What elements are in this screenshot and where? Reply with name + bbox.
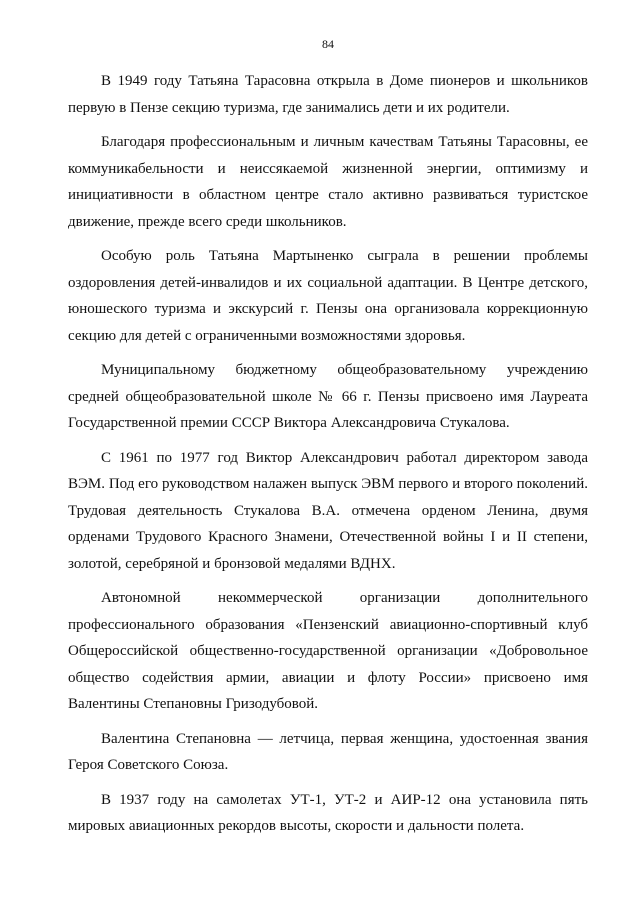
page-number: 84 bbox=[322, 37, 334, 51]
paragraph-6: Автономной некоммерческой организации дополнительного профессионального образования «Пензенский авиационно-спортивный клуб Общероссийской общественно-государственной организации «Добровольное общество содействия армии, авиации и флоту России» присвоено имя Валентины Степановны Гризодубовой. bbox=[68, 590, 588, 712]
paragraph-2: Благодаря профессиональным и личным качествам Татьяны Тарасовны, ее коммуникабельности и неиссякаемой жизненной энергии, оптимизму и инициативности в областном центре стало активно развиваться туристское движение, прежде всего среди школьников. bbox=[68, 134, 588, 230]
paragraph-5: С 1961 по 1977 год Виктор Александрович работал директором завода ВЭМ. Под его руководством налажен выпуск ЭВМ первого и второго поколений. Трудовая деятельность Стукалова В.А. отмечена орденом Ленина, двумя орденами Трудового Красного Знамени, Отечественной войны I и II степени, золотой, серебряной и бронзовой медалями ВДНХ. bbox=[68, 449, 588, 572]
paragraph-7: Валентина Степановна — летчица, первая женщина, удостоенная звания Героя Советского Союза. bbox=[68, 730, 588, 773]
paragraph-1: В 1949 году Татьяна Тарасовна открыла в Доме пионеров и школьников первую в Пензе секцию туризма, где занимались дети и их родители. bbox=[68, 73, 588, 116]
paragraph-4: Муниципальному бюджетному общеобразовательному учреждению средней общеобразовательной школе № 66 г. Пензы присвоено имя Лауреата Государственной премии СССР Виктора Александровича Стукалова. bbox=[68, 362, 588, 431]
paragraph-3: Особую роль Татьяна Мартыненко сыграла в решении проблемы оздоровления детей-инвалидов и их социальной адаптации. В Центре детского, юношеского туризма и экскурсий г. Пензы она организовала коррекционную секцию для детей с ограниченными возможностями здоровья. bbox=[68, 248, 588, 344]
paragraph-8: В 1937 году на самолетах УТ-1, УТ-2 и АИР-12 она установила пять мировых авиационных рекордов высоты, скорости и дальности полета. bbox=[68, 791, 588, 834]
